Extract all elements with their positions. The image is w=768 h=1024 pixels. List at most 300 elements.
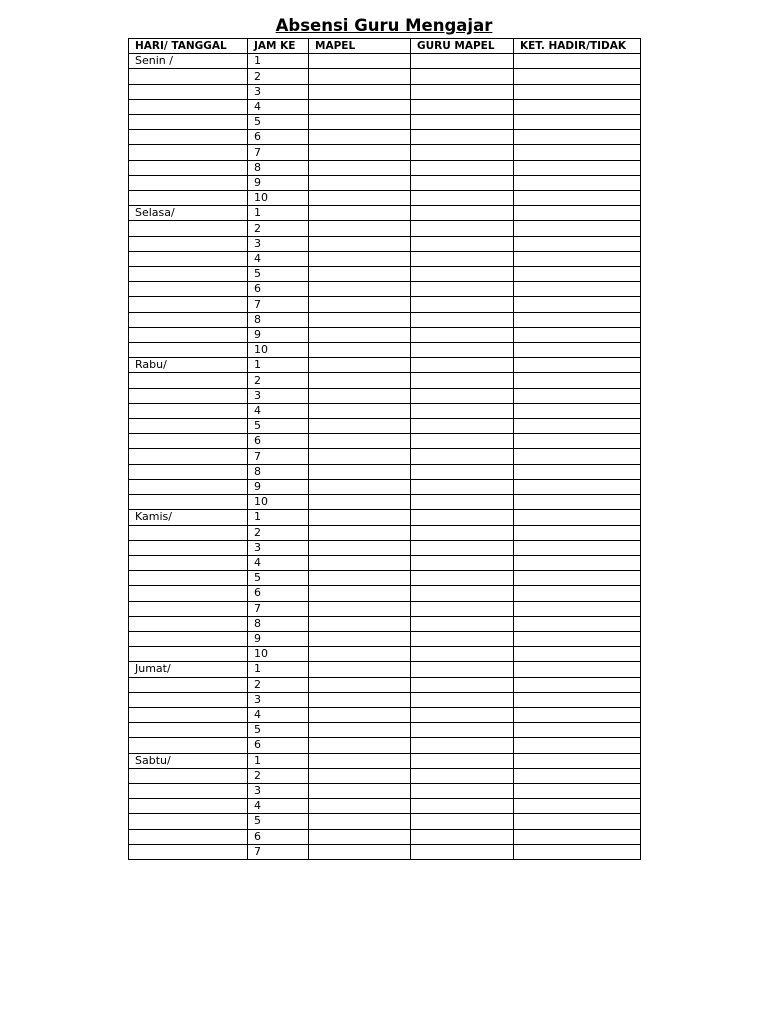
day-cell: Senin / — [129, 54, 248, 69]
period-cell: 9 — [248, 175, 309, 190]
guru-mapel-cell[interactable] — [411, 479, 514, 494]
guru-mapel-cell[interactable] — [411, 327, 514, 342]
mapel-cell[interactable] — [309, 510, 411, 525]
table-row — [129, 495, 641, 510]
guru-mapel-cell[interactable] — [411, 358, 514, 373]
period-cell: 10 — [248, 495, 309, 510]
day-cell — [129, 282, 248, 297]
ket-hadir-cell[interactable] — [514, 707, 641, 722]
day-cell — [129, 616, 248, 631]
ket-hadir-cell[interactable] — [514, 297, 641, 312]
guru-mapel-cell[interactable] — [411, 799, 514, 814]
table-row — [129, 829, 641, 844]
day-cell — [129, 464, 248, 479]
table-row — [129, 251, 641, 266]
ket-hadir-cell[interactable] — [514, 403, 641, 418]
mapel-cell[interactable] — [309, 829, 411, 844]
mapel-cell[interactable] — [309, 358, 411, 373]
table-row — [129, 297, 641, 312]
guru-mapel-cell[interactable] — [411, 312, 514, 327]
mapel-cell[interactable] — [309, 495, 411, 510]
table-row — [129, 814, 641, 829]
guru-mapel-cell[interactable] — [411, 99, 514, 114]
ket-hadir-cell[interactable] — [514, 221, 641, 236]
guru-mapel-cell[interactable] — [411, 814, 514, 829]
mapel-cell[interactable] — [309, 631, 411, 646]
period-cell: 1 — [248, 662, 309, 677]
header-ket-hadir: KET. HADIR/TIDAK — [514, 39, 641, 54]
guru-mapel-cell[interactable] — [411, 115, 514, 130]
table-row — [129, 312, 641, 327]
guru-mapel-cell[interactable] — [411, 130, 514, 145]
ket-hadir-cell[interactable] — [514, 783, 641, 798]
mapel-cell[interactable] — [309, 707, 411, 722]
guru-mapel-cell[interactable] — [411, 631, 514, 646]
table-row — [129, 464, 641, 479]
guru-mapel-cell[interactable] — [411, 707, 514, 722]
period-cell: 6 — [248, 829, 309, 844]
mapel-cell[interactable] — [309, 388, 411, 403]
ket-hadir-cell[interactable] — [514, 160, 641, 175]
guru-mapel-cell[interactable] — [411, 251, 514, 266]
mapel-cell[interactable] — [309, 282, 411, 297]
day-cell — [129, 434, 248, 449]
period-cell: 6 — [248, 282, 309, 297]
ket-hadir-cell[interactable] — [514, 343, 641, 358]
guru-mapel-cell[interactable] — [411, 495, 514, 510]
table-row — [129, 571, 641, 586]
guru-mapel-cell[interactable] — [411, 449, 514, 464]
ket-hadir-cell[interactable] — [514, 373, 641, 388]
table-row — [129, 327, 641, 342]
period-cell: 3 — [248, 540, 309, 555]
table-row — [129, 160, 641, 175]
mapel-cell[interactable] — [309, 571, 411, 586]
guru-mapel-cell[interactable] — [411, 419, 514, 434]
day-cell — [129, 495, 248, 510]
period-cell: 3 — [248, 783, 309, 798]
ket-hadir-cell[interactable] — [514, 601, 641, 616]
mapel-cell[interactable] — [309, 130, 411, 145]
mapel-cell[interactable] — [309, 768, 411, 783]
day-cell — [129, 555, 248, 570]
ket-hadir-cell[interactable] — [514, 267, 641, 282]
ket-hadir-cell[interactable] — [514, 115, 641, 130]
guru-mapel-cell[interactable] — [411, 844, 514, 859]
ket-hadir-cell[interactable] — [514, 69, 641, 84]
period-cell: 7 — [248, 449, 309, 464]
guru-mapel-cell[interactable] — [411, 434, 514, 449]
period-cell: 1 — [248, 54, 309, 69]
day-cell — [129, 84, 248, 99]
table-row — [129, 479, 641, 494]
header-jam-ke: JAM KE — [248, 39, 309, 54]
period-cell: 5 — [248, 723, 309, 738]
table-row — [129, 525, 641, 540]
ket-hadir-cell[interactable] — [514, 768, 641, 783]
day-cell — [129, 601, 248, 616]
mapel-cell[interactable] — [309, 221, 411, 236]
guru-mapel-cell[interactable] — [411, 343, 514, 358]
day-cell — [129, 175, 248, 190]
ket-hadir-cell[interactable] — [514, 175, 641, 190]
ket-hadir-cell[interactable] — [514, 449, 641, 464]
mapel-cell[interactable] — [309, 191, 411, 206]
mapel-cell[interactable] — [309, 175, 411, 190]
day-cell — [129, 373, 248, 388]
day-cell — [129, 692, 248, 707]
ket-hadir-cell[interactable] — [514, 312, 641, 327]
ket-hadir-cell[interactable] — [514, 723, 641, 738]
table-header-row — [129, 39, 641, 54]
mapel-cell[interactable] — [309, 647, 411, 662]
guru-mapel-cell[interactable] — [411, 236, 514, 251]
ket-hadir-cell[interactable] — [514, 191, 641, 206]
mapel-cell[interactable] — [309, 343, 411, 358]
day-cell — [129, 707, 248, 722]
day-cell — [129, 631, 248, 646]
day-cell — [129, 251, 248, 266]
period-cell: 7 — [248, 145, 309, 160]
table-row — [129, 373, 641, 388]
ket-hadir-cell[interactable] — [514, 479, 641, 494]
table-row — [129, 631, 641, 646]
ket-hadir-cell[interactable] — [514, 571, 641, 586]
period-cell: 1 — [248, 510, 309, 525]
table-row — [129, 267, 641, 282]
day-cell — [129, 312, 248, 327]
mapel-cell[interactable] — [309, 677, 411, 692]
period-cell: 8 — [248, 160, 309, 175]
guru-mapel-cell[interactable] — [411, 647, 514, 662]
mapel-cell[interactable] — [309, 267, 411, 282]
page-title: Absensi Guru Mengajar — [275, 16, 493, 35]
day-cell — [129, 327, 248, 342]
ket-hadir-cell[interactable] — [514, 251, 641, 266]
table-row — [129, 510, 641, 525]
ket-hadir-cell[interactable] — [514, 434, 641, 449]
mapel-cell[interactable] — [309, 115, 411, 130]
period-cell: 5 — [248, 115, 309, 130]
guru-mapel-cell[interactable] — [411, 783, 514, 798]
period-cell: 7 — [248, 601, 309, 616]
table-row — [129, 783, 641, 798]
guru-mapel-cell[interactable] — [411, 388, 514, 403]
guru-mapel-cell[interactable] — [411, 555, 514, 570]
period-cell: 8 — [248, 464, 309, 479]
day-cell — [129, 145, 248, 160]
table-row — [129, 99, 641, 114]
ket-hadir-cell[interactable] — [514, 84, 641, 99]
period-cell: 3 — [248, 692, 309, 707]
guru-mapel-cell[interactable] — [411, 282, 514, 297]
table-row — [129, 282, 641, 297]
period-cell: 9 — [248, 327, 309, 342]
table-row — [129, 191, 641, 206]
period-cell: 3 — [248, 388, 309, 403]
day-cell — [129, 297, 248, 312]
day-cell: Jumat/ — [129, 662, 248, 677]
mapel-cell[interactable] — [309, 99, 411, 114]
ket-hadir-cell[interactable] — [514, 358, 641, 373]
ket-hadir-cell[interactable] — [514, 525, 641, 540]
ket-hadir-cell[interactable] — [514, 814, 641, 829]
guru-mapel-cell[interactable] — [411, 692, 514, 707]
guru-mapel-cell[interactable] — [411, 145, 514, 160]
day-cell — [129, 525, 248, 540]
table-row — [129, 662, 641, 677]
mapel-cell[interactable] — [309, 327, 411, 342]
guru-mapel-cell[interactable] — [411, 601, 514, 616]
table-row — [129, 236, 641, 251]
guru-mapel-cell[interactable] — [411, 464, 514, 479]
ket-hadir-cell[interactable] — [514, 540, 641, 555]
guru-mapel-cell[interactable] — [411, 510, 514, 525]
attendance-body — [129, 54, 641, 860]
period-cell: 4 — [248, 707, 309, 722]
mapel-cell[interactable] — [309, 692, 411, 707]
period-cell: 5 — [248, 267, 309, 282]
day-cell — [129, 677, 248, 692]
table-row — [129, 616, 641, 631]
period-cell: 5 — [248, 571, 309, 586]
ket-hadir-cell[interactable] — [514, 631, 641, 646]
guru-mapel-cell[interactable] — [411, 403, 514, 418]
day-cell — [129, 69, 248, 84]
day-cell — [129, 768, 248, 783]
ket-hadir-cell[interactable] — [514, 145, 641, 160]
period-cell: 6 — [248, 738, 309, 753]
mapel-cell[interactable] — [309, 419, 411, 434]
table-row — [129, 358, 641, 373]
ket-hadir-cell[interactable] — [514, 647, 641, 662]
ket-hadir-cell[interactable] — [514, 692, 641, 707]
mapel-cell[interactable] — [309, 586, 411, 601]
guru-mapel-cell[interactable] — [411, 206, 514, 221]
period-cell: 4 — [248, 403, 309, 418]
ket-hadir-cell[interactable] — [514, 829, 641, 844]
mapel-cell[interactable] — [309, 251, 411, 266]
mapel-cell[interactable] — [309, 236, 411, 251]
guru-mapel-cell[interactable] — [411, 267, 514, 282]
table-row — [129, 419, 641, 434]
ket-hadir-cell[interactable] — [514, 130, 641, 145]
table-row — [129, 115, 641, 130]
mapel-cell[interactable] — [309, 540, 411, 555]
mapel-cell[interactable] — [309, 145, 411, 160]
period-cell: 5 — [248, 419, 309, 434]
period-cell: 3 — [248, 84, 309, 99]
guru-mapel-cell[interactable] — [411, 69, 514, 84]
day-cell: Selasa/ — [129, 206, 248, 221]
table-row — [129, 84, 641, 99]
guru-mapel-cell[interactable] — [411, 677, 514, 692]
guru-mapel-cell[interactable] — [411, 297, 514, 312]
day-cell — [129, 586, 248, 601]
day-cell — [129, 191, 248, 206]
ket-hadir-cell[interactable] — [514, 616, 641, 631]
day-cell — [129, 99, 248, 114]
period-cell: 1 — [248, 753, 309, 768]
period-cell: 1 — [248, 358, 309, 373]
guru-mapel-cell[interactable] — [411, 586, 514, 601]
guru-mapel-cell[interactable] — [411, 829, 514, 844]
ket-hadir-cell[interactable] — [514, 738, 641, 753]
period-cell: 5 — [248, 814, 309, 829]
table-row — [129, 449, 641, 464]
header-mapel: MAPEL — [309, 39, 411, 54]
ket-hadir-cell[interactable] — [514, 510, 641, 525]
table-row — [129, 692, 641, 707]
ket-hadir-cell[interactable] — [514, 844, 641, 859]
mapel-cell[interactable] — [309, 69, 411, 84]
guru-mapel-cell[interactable] — [411, 221, 514, 236]
guru-mapel-cell[interactable] — [411, 768, 514, 783]
day-cell — [129, 221, 248, 236]
ket-hadir-cell[interactable] — [514, 464, 641, 479]
table-row — [129, 677, 641, 692]
mapel-cell[interactable] — [309, 799, 411, 814]
guru-mapel-cell[interactable] — [411, 175, 514, 190]
guru-mapel-cell[interactable] — [411, 525, 514, 540]
ket-hadir-cell[interactable] — [514, 419, 641, 434]
header-guru-mapel: GURU MAPEL — [411, 39, 514, 54]
period-cell: 8 — [248, 616, 309, 631]
guru-mapel-cell[interactable] — [411, 753, 514, 768]
day-cell — [129, 403, 248, 418]
ket-hadir-cell[interactable] — [514, 236, 641, 251]
period-cell: 7 — [248, 844, 309, 859]
mapel-cell[interactable] — [309, 662, 411, 677]
ket-hadir-cell[interactable] — [514, 99, 641, 114]
table-row — [129, 175, 641, 190]
day-cell — [129, 419, 248, 434]
ket-hadir-cell[interactable] — [514, 555, 641, 570]
day-cell — [129, 160, 248, 175]
mapel-cell[interactable] — [309, 54, 411, 69]
day-cell — [129, 130, 248, 145]
ket-hadir-cell[interactable] — [514, 388, 641, 403]
period-cell: 7 — [248, 297, 309, 312]
table-row — [129, 145, 641, 160]
mapel-cell[interactable] — [309, 206, 411, 221]
table-row — [129, 54, 641, 69]
mapel-cell[interactable] — [309, 555, 411, 570]
period-cell: 4 — [248, 555, 309, 570]
ket-hadir-cell[interactable] — [514, 54, 641, 69]
mapel-cell[interactable] — [309, 160, 411, 175]
mapel-cell[interactable] — [309, 601, 411, 616]
table-row — [129, 388, 641, 403]
guru-mapel-cell[interactable] — [411, 662, 514, 677]
mapel-cell[interactable] — [309, 464, 411, 479]
guru-mapel-cell[interactable] — [411, 738, 514, 753]
mapel-cell[interactable] — [309, 84, 411, 99]
mapel-cell[interactable] — [309, 738, 411, 753]
day-cell — [129, 540, 248, 555]
mapel-cell[interactable] — [309, 297, 411, 312]
mapel-cell[interactable] — [309, 783, 411, 798]
guru-mapel-cell[interactable] — [411, 54, 514, 69]
day-cell — [129, 236, 248, 251]
mapel-cell[interactable] — [309, 844, 411, 859]
header-hari-tanggal: HARI/ TANGGAL — [129, 39, 248, 54]
day-cell — [129, 799, 248, 814]
ket-hadir-cell[interactable] — [514, 677, 641, 692]
attendance-table — [128, 38, 641, 860]
mapel-cell[interactable] — [309, 479, 411, 494]
table-row — [129, 586, 641, 601]
table-row — [129, 69, 641, 84]
mapel-cell[interactable] — [309, 373, 411, 388]
guru-mapel-cell[interactable] — [411, 373, 514, 388]
table-row — [129, 221, 641, 236]
mapel-cell[interactable] — [309, 753, 411, 768]
day-cell — [129, 783, 248, 798]
table-row — [129, 723, 641, 738]
table-row — [129, 540, 641, 555]
day-cell — [129, 571, 248, 586]
day-cell — [129, 267, 248, 282]
period-cell: 6 — [248, 130, 309, 145]
mapel-cell[interactable] — [309, 814, 411, 829]
guru-mapel-cell[interactable] — [411, 571, 514, 586]
day-cell — [129, 647, 248, 662]
mapel-cell[interactable] — [309, 449, 411, 464]
mapel-cell[interactable] — [309, 723, 411, 738]
period-cell: 2 — [248, 525, 309, 540]
ket-hadir-cell[interactable] — [514, 586, 641, 601]
ket-hadir-cell[interactable] — [514, 753, 641, 768]
period-cell: 6 — [248, 586, 309, 601]
table-row — [129, 707, 641, 722]
guru-mapel-cell[interactable] — [411, 540, 514, 555]
ket-hadir-cell[interactable] — [514, 206, 641, 221]
period-cell: 4 — [248, 251, 309, 266]
day-cell — [129, 723, 248, 738]
table-row — [129, 844, 641, 859]
day-cell: Sabtu/ — [129, 753, 248, 768]
mapel-cell[interactable] — [309, 434, 411, 449]
mapel-cell[interactable] — [309, 403, 411, 418]
day-cell — [129, 115, 248, 130]
guru-mapel-cell[interactable] — [411, 191, 514, 206]
day-cell — [129, 738, 248, 753]
guru-mapel-cell[interactable] — [411, 84, 514, 99]
period-cell: 2 — [248, 373, 309, 388]
guru-mapel-cell[interactable] — [411, 616, 514, 631]
period-cell: 4 — [248, 99, 309, 114]
ket-hadir-cell[interactable] — [514, 799, 641, 814]
table-row — [129, 434, 641, 449]
period-cell: 10 — [248, 343, 309, 358]
day-cell — [129, 814, 248, 829]
mapel-cell[interactable] — [309, 616, 411, 631]
day-cell — [129, 343, 248, 358]
ket-hadir-cell[interactable] — [514, 282, 641, 297]
day-cell — [129, 844, 248, 859]
mapel-cell[interactable] — [309, 525, 411, 540]
ket-hadir-cell[interactable] — [514, 662, 641, 677]
period-cell: 6 — [248, 434, 309, 449]
ket-hadir-cell[interactable] — [514, 327, 641, 342]
mapel-cell[interactable] — [309, 312, 411, 327]
guru-mapel-cell[interactable] — [411, 723, 514, 738]
ket-hadir-cell[interactable] — [514, 495, 641, 510]
day-cell: Kamis/ — [129, 510, 248, 525]
guru-mapel-cell[interactable] — [411, 160, 514, 175]
day-cell — [129, 479, 248, 494]
